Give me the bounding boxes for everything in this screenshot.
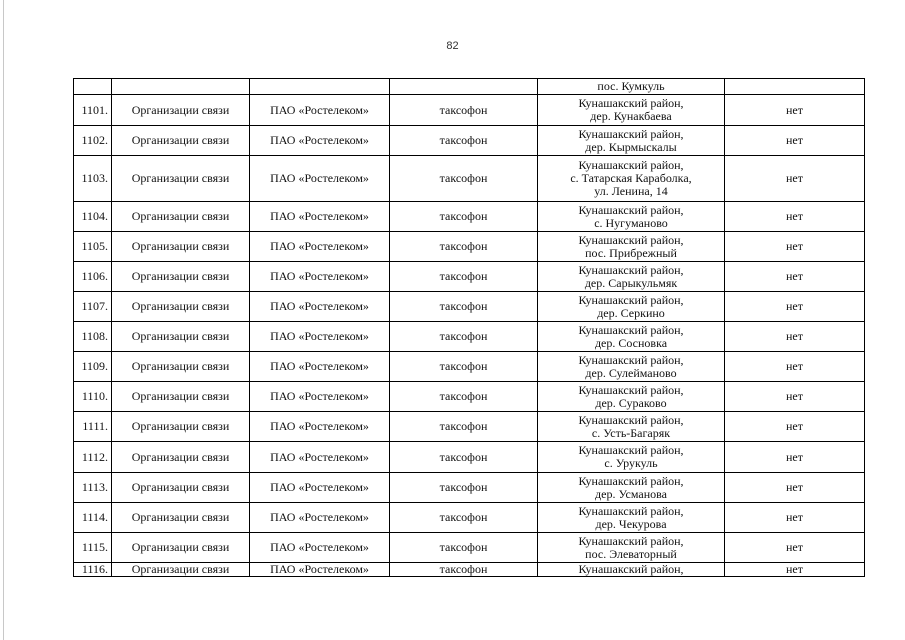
- availability-cell: нет: [725, 232, 865, 262]
- address-line: с. Нугуманово: [594, 215, 668, 230]
- operator-cell: ПАО «Ростелеком»: [250, 322, 390, 352]
- category-cell: Организации связи: [112, 503, 250, 533]
- address-line: Кунашакский район,: [578, 292, 684, 307]
- object-type-cell: таксофон: [390, 126, 538, 156]
- availability-cell: нет: [725, 352, 865, 382]
- object-type-cell: таксофон: [390, 232, 538, 262]
- row-number-cell: 1116.: [74, 563, 112, 577]
- row-number-cell: 1109.: [74, 352, 112, 382]
- table-row: [74, 442, 865, 473]
- address-cell: [538, 352, 725, 382]
- table-row: [74, 292, 865, 322]
- address-line: Кунашакский район,: [578, 158, 684, 172]
- address-cell: [538, 156, 725, 202]
- operator-cell: ПАО «Ростелеком»: [250, 442, 390, 473]
- category-cell: Организации связи: [112, 126, 250, 156]
- availability-cell: нет: [725, 412, 865, 442]
- table-row: [74, 533, 865, 563]
- category-cell: Организации связи: [112, 442, 250, 473]
- address-line: Кунашакский район,: [578, 126, 684, 141]
- address-cell: [538, 292, 725, 322]
- address-cell: [538, 79, 725, 95]
- object-type-cell: таксофон: [390, 322, 538, 352]
- address-cell: [538, 202, 725, 232]
- operator-cell: ПАО «Ростелеком»: [250, 503, 390, 533]
- object-type-cell: таксофон: [390, 412, 538, 442]
- row-number-cell: 1105.: [74, 232, 112, 262]
- address-line: дер. Кырмыскалы: [585, 139, 677, 154]
- object-type-cell: таксофон: [390, 533, 538, 563]
- address-line: Кунашакский район,: [578, 352, 684, 367]
- operator-cell: ПАО «Ростелеком»: [250, 156, 390, 202]
- row-number-cell: 1113.: [74, 473, 112, 503]
- address-line: Кунашакский район,: [578, 322, 684, 337]
- category-cell: Организации связи: [112, 352, 250, 382]
- operator-cell: ПАО «Ростелеком»: [250, 412, 390, 442]
- category-cell: Организации связи: [112, 533, 250, 563]
- operator-cell: ПАО «Ростелеком»: [250, 202, 390, 232]
- continuation-row: [74, 79, 865, 95]
- address-line: дер. Сосновка: [594, 335, 668, 350]
- address-line: Кунашакский район,: [578, 473, 684, 488]
- address-line: дер. Сулейманово: [585, 365, 677, 380]
- address-line: Кунашакский район,: [578, 262, 684, 277]
- availability-cell: нет: [725, 442, 865, 473]
- availability-cell: нет: [725, 202, 865, 232]
- availability-cell: нет: [725, 563, 865, 577]
- availability-cell: нет: [725, 382, 865, 412]
- address-line: пос. Прибрежный: [585, 245, 677, 260]
- object-type-cell: [390, 79, 538, 95]
- availability-cell: нет: [725, 262, 865, 292]
- address-line: дер. Сураково: [595, 395, 667, 410]
- operator-cell: ПАО «Ростелеком»: [250, 382, 390, 412]
- row-number-cell: 1107.: [74, 292, 112, 322]
- table-row: [74, 126, 865, 156]
- registry-table: [73, 78, 865, 577]
- row-number-cell: 1110.: [74, 382, 112, 412]
- operator-cell: ПАО «Ростелеком»: [250, 352, 390, 382]
- registry-table-body: [74, 79, 865, 577]
- availability-cell: нет: [725, 95, 865, 126]
- operator-cell: ПАО «Ростелеком»: [250, 563, 390, 577]
- address-line: Кунашакский район,: [578, 533, 684, 548]
- row-number-cell: 1101.: [74, 95, 112, 126]
- category-cell: Организации связи: [112, 95, 250, 126]
- table-row: [74, 352, 865, 382]
- table-row: [74, 232, 865, 262]
- availability-cell: [725, 79, 865, 95]
- object-type-cell: таксофон: [390, 352, 538, 382]
- page-number: 82: [446, 40, 459, 52]
- category-cell: Организации связи: [112, 563, 250, 577]
- address-line: пос. Элеваторный: [585, 546, 677, 561]
- address-cell: [538, 382, 725, 412]
- address-cell: [538, 95, 725, 126]
- address-line: Кунашакский район,: [578, 412, 684, 427]
- category-cell: Организации связи: [112, 473, 250, 503]
- operator-cell: ПАО «Ростелеком»: [250, 533, 390, 563]
- address-line: Кунашакский район,: [578, 202, 684, 217]
- row-number-cell: 1106.: [74, 262, 112, 292]
- table-row: [74, 262, 865, 292]
- address-line: дер. Усманова: [595, 486, 667, 501]
- row-number-cell: 1112.: [74, 442, 112, 473]
- object-type-cell: таксофон: [390, 442, 538, 473]
- row-number-cell: 1104.: [74, 202, 112, 232]
- address-line: ул. Ленина, 14: [594, 184, 668, 198]
- object-type-cell: таксофон: [390, 382, 538, 412]
- category-cell: Организации связи: [112, 262, 250, 292]
- category-cell: Организации связи: [112, 322, 250, 352]
- address-cell: [538, 232, 725, 262]
- table-row: [74, 382, 865, 412]
- table-row: [74, 156, 865, 202]
- address-cell: [538, 412, 725, 442]
- operator-cell: ПАО «Ростелеком»: [250, 473, 390, 503]
- availability-cell: нет: [725, 533, 865, 563]
- object-type-cell: таксофон: [390, 503, 538, 533]
- address-line: Кунашакский район,: [578, 503, 684, 518]
- address-cell: [538, 262, 725, 292]
- category-cell: Организации связи: [112, 382, 250, 412]
- address-line: с. Татарская Караболка,: [570, 171, 692, 185]
- object-type-cell: таксофон: [390, 156, 538, 202]
- address-cell: [538, 442, 725, 473]
- operator-cell: ПАО «Ростелеком»: [250, 262, 390, 292]
- availability-cell: нет: [725, 503, 865, 533]
- row-number-cell: 1108.: [74, 322, 112, 352]
- row-number-cell: 1115.: [74, 533, 112, 563]
- availability-cell: нет: [725, 156, 865, 202]
- table-row: [74, 563, 865, 577]
- availability-cell: нет: [725, 292, 865, 322]
- address-cell: [538, 126, 725, 156]
- address-cell: [538, 503, 725, 533]
- category-cell: Организации связи: [112, 412, 250, 442]
- address-line: Кунашакский район,: [578, 382, 684, 397]
- address-line: Кунашакский район,: [578, 232, 684, 247]
- address-line: пос. Кумкуль: [597, 79, 665, 93]
- table-row: [74, 503, 865, 533]
- availability-cell: нет: [725, 473, 865, 503]
- operator-cell: ПАО «Ростелеком»: [250, 232, 390, 262]
- address-line: дер. Кунакбаева: [590, 109, 672, 123]
- table-row: [74, 202, 865, 232]
- table-row: [74, 412, 865, 442]
- address-cell: [538, 322, 725, 352]
- row-number-cell: 1114.: [74, 503, 112, 533]
- table-row: [74, 473, 865, 503]
- category-cell: Организации связи: [112, 156, 250, 202]
- operator-cell: ПАО «Ростелеком»: [250, 292, 390, 322]
- address-line: с. Усть-Багаряк: [591, 425, 671, 440]
- address-line: дер. Чекурова: [595, 516, 667, 531]
- address-line: дер. Серкино: [597, 305, 665, 320]
- category-cell: Организации связи: [112, 232, 250, 262]
- operator-cell: ПАО «Ростелеком»: [250, 126, 390, 156]
- address-line: Кунашакский район,: [578, 562, 684, 576]
- address-cell: [538, 533, 725, 563]
- address-line: Кунашакский район,: [578, 443, 684, 457]
- object-type-cell: таксофон: [390, 202, 538, 232]
- object-type-cell: таксофон: [390, 262, 538, 292]
- category-cell: Организации связи: [112, 292, 250, 322]
- operator-cell: ПАО «Ростелеком»: [250, 95, 390, 126]
- object-type-cell: таксофон: [390, 473, 538, 503]
- table-row: [74, 95, 865, 126]
- address-line: с. Урукуль: [604, 456, 658, 470]
- row-number-cell: [74, 79, 112, 95]
- category-cell: [112, 79, 250, 95]
- operator-cell: [250, 79, 390, 95]
- address-cell: [538, 473, 725, 503]
- object-type-cell: таксофон: [390, 95, 538, 126]
- row-number-cell: 1102.: [74, 126, 112, 156]
- address-cell: [538, 563, 725, 577]
- page-edge-line: [3, 0, 4, 640]
- category-cell: Организации связи: [112, 202, 250, 232]
- row-number-cell: 1111.: [74, 412, 112, 442]
- address-line: дер. Сарыкульмяк: [584, 275, 678, 290]
- availability-cell: нет: [725, 322, 865, 352]
- availability-cell: нет: [725, 126, 865, 156]
- row-number-cell: 1103.: [74, 156, 112, 202]
- object-type-cell: таксофон: [390, 292, 538, 322]
- object-type-cell: таксофон: [390, 563, 538, 577]
- table-row: [74, 322, 865, 352]
- address-line: Кунашакский район,: [578, 96, 684, 110]
